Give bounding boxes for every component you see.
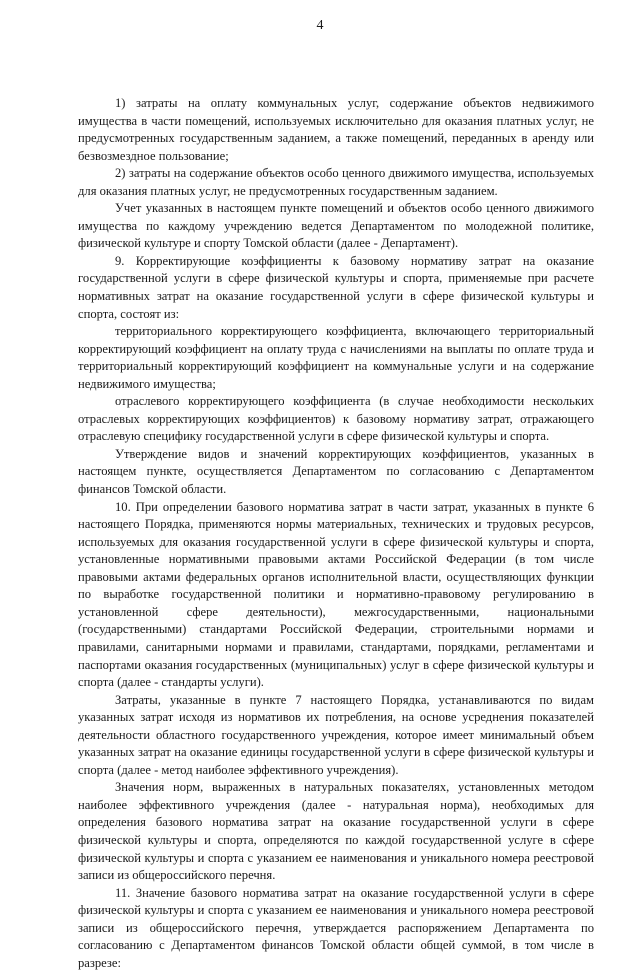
- paragraph-clause-9: 9. Корректирующие коэффициенты к базовому нормативу затрат на оказание государственной услуги в сфере физической культуры и спорта, применяемые при расчете нормативных затрат на оказание государственной услуги в сфере физической культуры и спорта, состоят из:: [78, 253, 594, 321]
- paragraph-item-2-movable-property: 2) затраты на содержание объектов особо ценного движимого имущества, используемых для оказания платных услуг, не предусмотренных государственным заданием.: [78, 166, 594, 198]
- paragraph-costs-clause-7: Затраты, указанные в пункте 7 настоящего Порядка, устанавливаются по видам указанных затрат исходя из нормативов их потребления, на основе усреднения показателей деятельности областного государственного учреждения, которое имеет минимальный объем указанных затрат на оказание единицы государственной услуги в сфере физической культуры и спорта (далее - метод наиболее эффективного учреждения).: [78, 692, 594, 777]
- paragraph-item-1-utilities: 1) затраты на оплату коммунальных услуг, содержание объектов недвижимого имущества в части помещений, используемых исключительно для оказания платных услуг, не предусмотренных государственным заданием, а также помещений, переданных в аренду или безвозмездное пользование;: [78, 96, 594, 163]
- paragraph-territorial-coefficient: территориального корректирующего коэффициента, включающего территориальный корректирующий коэффициент на оплату труда с начислениями на выплаты по оплате труда и территориальный корректирующий коэффициент на коммунальные услуги и на содержание недвижимого имущества;: [78, 324, 594, 391]
- paragraph-accounting-note: Учет указанных в настоящем пункте помещений и объектов особо ценного движимого имущества по каждому учреждению ведется Департаментом по молодежной политике, физической культуре и спорту Томской области (далее - Департамент).: [78, 201, 594, 251]
- document-body: [78, 95, 594, 972]
- paragraph-coefficient-approval: Утверждение видов и значений корректирующих коэффициентов, указанных в настоящем пункте, осуществляется Департаментом по согласованию с Департаментом финансов Томской области.: [78, 446, 594, 497]
- paragraph-natural-norms: Значения норм, выраженных в натуральных показателях, установленных методом наиболее эффективного учреждения (далее - натуральная норма), необходимых для определения базового норматива затрат на оказание государственной услуги в сфере физической культуры и спорта, определяются по каждой государственной услуге в сфере физической культуры и спорта с указанием ее наименования и уникального номера реестровой записи из общероссийского перечня.: [78, 780, 594, 883]
- page-number: 4: [316, 18, 324, 33]
- paragraph-clause-10: 10. При определении базового норматива затрат в части затрат, указанных в пункте 6 настоящего Порядка, применяются нормы материальных, технических и трудовых ресурсов, используемых для оказания государственной услуги в сфере физической культуры и спорта, установленные нормативными правовыми актами Российской Федерации (в том числе правовыми актами федеральных органов исполнительной власти, осуществляющих функции по выработке государственной политики и нормативно-правовому регулированию в установленной сфере деятельности), межгосударственными, национальными (государственными) стандартами Российской Федерации, строительными нормами и правилами, санитарными нормами и правилами, стандартами, порядками, регламентами и паспортами оказания государственных (муниципальных) услуг в сфере физической культуры и спорта (далее - стандарты услуги).: [78, 499, 594, 690]
- paragraph-clause-11: 11. Значение базового норматива затрат на оказание государственной услуги в сфере физической культуры и спорта с указанием ее наименования и уникального номера реестровой записи из общероссийского перечня, утверждается распоряжением Департамента по согласованию с Департаментом финансов Томской области общей суммой, в том числе в разрезе:: [78, 885, 594, 970]
- paragraph-sectoral-coefficient: отраслевого корректирующего коэффициента (в случае необходимости нескольких отраслевых корректирующих коэффициентов) к базовому нормативу затрат, отражающего отраслевую специфику государственной услуги в сфере физической культуры и спорта.: [78, 394, 594, 444]
